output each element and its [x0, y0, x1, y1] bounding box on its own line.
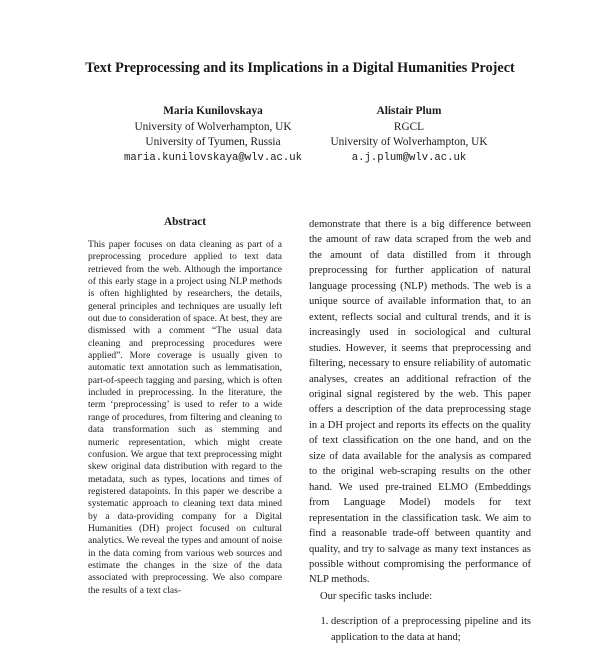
- author-name: Maria Kunilovskaya: [163, 105, 263, 117]
- author-block: [88, 104, 338, 166]
- tasks-intro: Our specific tasks include:: [320, 590, 433, 602]
- list-item: 1. description of a preprocessing pipeline and its application to the data at hand;: [331, 614, 531, 645]
- author-affiliation: University of Wolverhampton, UK: [330, 136, 488, 148]
- body-paragraph: demonstrate that there is a big difference between the amount of raw data scraped from the web and the amount of data distilled from it through preprocessing for further application of natural language processing (NLP) methods. The web is a unique source of available information that, to an extent, reflects social and cultural trends, and it is increasingly used in sociological and cultural studies. However, it seems that preprocessing and filtering, necessary to ensure reliability of automatic analyses, creates an additional refraction of the original signal registered by the web. This paper offers a description of the data preprocessing stage in a DH project and reports its effects on the quality of text classification on the one hand, and on the size of data available for the analysis as compared to the original web-scraping results on the other hand. We used pre-trained ELMO (Embeddings from Language Model) models for text representation in the classification task. We aim to find a reasonable trade-off between quantity and quality, and try to salvage as many text instances as possible without compromising the performance of NLP methods.: [309, 219, 531, 586]
- author-name: Alistair Plum: [376, 105, 442, 117]
- author-email: a.j.plum@wlv.ac.uk: [351, 151, 467, 164]
- author-block: [302, 104, 516, 166]
- paper-title: Text Preprocessing and its Implications in a Digital Humanities Project: [85, 60, 515, 76]
- author-affiliation: RGCL: [393, 120, 425, 133]
- author-affiliation: University of Tyumen, Russia: [145, 136, 281, 148]
- body-column: [309, 217, 531, 645]
- author-affiliation: University of Wolverhampton, UK: [134, 120, 292, 133]
- abstract-heading: Abstract: [163, 216, 207, 228]
- author-email: maria.kunilovskaya@wlv.ac.uk: [123, 151, 302, 164]
- abstract-text: This paper focuses on data cleaning as part of a preprocessing procedure applied to text data retrieved from the web. Although the importance of this early stage in a project using NLP methods is often highlighted by researchers, the details, general principles and techniques are usually left out due to consideration of space. At best, they are dismissed with a comment “The usual data cleaning and preprocessing procedures were applied”. More coverage is usually given to automatic text annotation such as lemmatisation, part-of-speech tagging and parsing, which is often included in preprocessing. In the literature, the term ‘preprocessing’ is used to refer to a wide range of procedures, from filtering and cleaning to data transformation such as stemming and numeric representation, which might create confusion. We argue that text preprocessing might skew original data distribution with regard to the metadata, such as types, locations and times of registered datapoints. In this paper we describe a systematic approach to cleaning text data mined by a data-providing company for a Digital Humanities (DH) project focused on cultural analytics. We reveal the types and amount of noise in the data coming from various web sources and estimate the changes in the size of the data associated with preprocessing. We also compare the results of a text clas-: [88, 239, 282, 596]
- tasks-list: [309, 614, 531, 645]
